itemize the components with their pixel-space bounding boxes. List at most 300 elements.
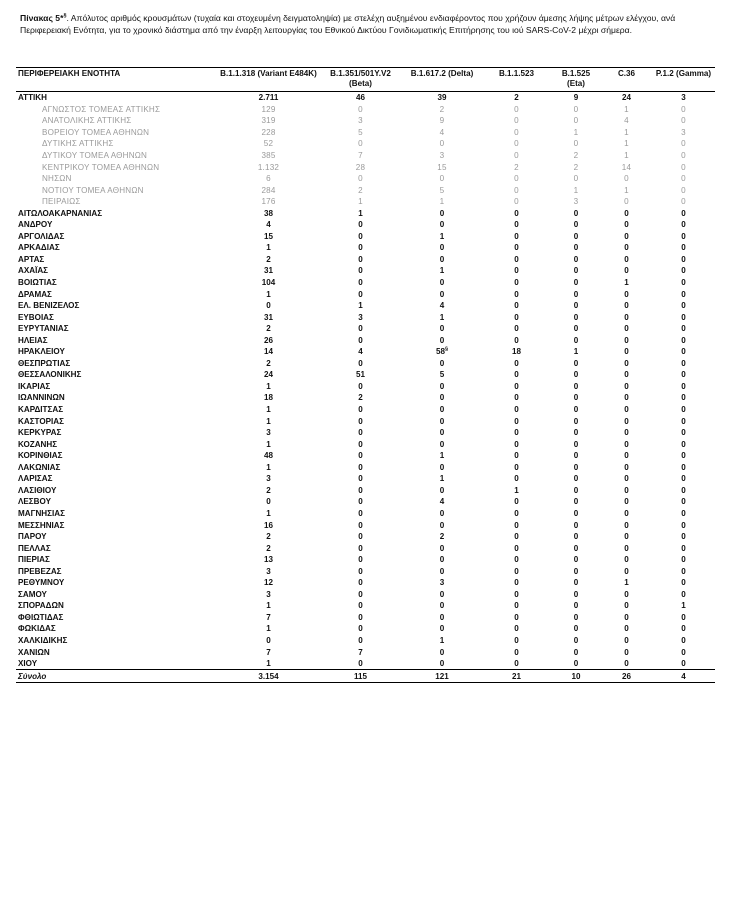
- value-text: 0: [681, 231, 686, 241]
- value-text: 2: [514, 93, 519, 103]
- value-text: 0: [439, 508, 445, 518]
- value-cell: [551, 485, 601, 497]
- region-name-cell: ΠΑΡΟΥ: [18, 532, 47, 542]
- header-row: [16, 68, 715, 92]
- value-text: 0: [573, 358, 579, 368]
- value-text: 0: [439, 601, 445, 611]
- total-value-cell: 21: [482, 670, 551, 683]
- value-text: 0: [358, 508, 363, 518]
- value-cell: [652, 161, 715, 173]
- value-text: 6: [266, 174, 271, 184]
- table-row: [16, 612, 715, 624]
- value-cell: [601, 173, 652, 185]
- value-text: 0: [681, 462, 686, 472]
- value-cell: [601, 577, 652, 589]
- value-cell: [218, 427, 319, 439]
- value-text: 0: [358, 601, 363, 611]
- value-cell: [601, 450, 652, 462]
- value-text: 0: [681, 151, 686, 160]
- value-text: 3: [573, 197, 579, 207]
- value-cell: [482, 300, 551, 312]
- value-cell: [652, 427, 715, 439]
- value-text: 9: [573, 93, 579, 103]
- value-text: 0: [681, 381, 686, 391]
- value-cell: [402, 277, 482, 289]
- value-cell: [319, 311, 402, 323]
- value-cell: [652, 173, 715, 185]
- value-text: 0: [624, 532, 629, 542]
- column-header-b16172: B.1.617.2 (Delta): [402, 68, 482, 92]
- value-cell: [652, 323, 715, 335]
- value-text: 0: [681, 624, 686, 634]
- value-cell: [319, 646, 402, 658]
- value-text: 1: [358, 197, 363, 207]
- value-text: 0: [624, 254, 629, 264]
- value-cell: [652, 288, 715, 300]
- region-name-cell: ΣΑΜΟΥ: [18, 589, 47, 599]
- value-text: 0: [681, 474, 686, 484]
- value-text: 0: [624, 358, 629, 368]
- value-text: 0: [573, 555, 579, 565]
- region-name-cell: ΕΥΒΟΙΑΣ: [18, 312, 54, 322]
- value-text: 0: [358, 174, 363, 184]
- value-cell: [652, 565, 715, 577]
- table-subrow: [16, 184, 715, 196]
- value-cell: [319, 415, 402, 427]
- value-cell: [218, 462, 319, 474]
- value-text: 0: [573, 116, 579, 126]
- value-cell: [319, 231, 402, 243]
- value-text: 9: [439, 116, 445, 126]
- value-cell: [482, 138, 551, 150]
- value-text: 0: [624, 335, 629, 345]
- value-text: 0: [573, 312, 579, 322]
- value-cell: [482, 485, 551, 497]
- value-cell: [652, 623, 715, 635]
- value-text: 2: [573, 162, 579, 172]
- value-text: 0: [681, 497, 686, 507]
- value-text: 2: [266, 254, 271, 264]
- value-text: 0: [573, 474, 579, 484]
- value-text: 0: [514, 451, 519, 461]
- value-text: 0: [514, 566, 519, 576]
- value-text: 0: [358, 474, 363, 484]
- value-cell: [551, 658, 601, 670]
- value-text: 0: [514, 358, 519, 368]
- value-cell: [601, 334, 652, 346]
- caption-text: . Απόλυτος αριθμός κρουσμάτων (τυχαία και στοχευμένη δειγματοληψία) με στελέχη αυξημένου ενδιαφέροντος που χρήζουν άμεσης λήψης μέτρων ελέγχου, ανά Περιφερειακή Ενότητα, για το χρονικό διάστημα από την έναρξη λειτουργίας του Εθνικού Δικτύου Γονιδιωματικής Επιτήρησης του ιού SARS-CoV-2 μέχρι σήμερα.: [20, 13, 676, 35]
- table-row: [16, 577, 715, 589]
- region-name-cell: ΔΥΤΙΚΟΥ ΤΟΜΕΑ ΑΘΗΝΩΝ: [42, 151, 148, 160]
- value-cell: [652, 346, 715, 358]
- value-cell: [218, 288, 319, 300]
- value-cell: [551, 207, 601, 219]
- value-cell: [218, 231, 319, 243]
- value-text: 0: [439, 208, 445, 218]
- value-cell: [402, 207, 482, 219]
- value-cell: [601, 658, 652, 670]
- value-text: 0: [573, 416, 579, 426]
- value-text: 0: [439, 416, 445, 426]
- value-text: 0: [439, 324, 445, 334]
- value-cell: [551, 300, 601, 312]
- value-cell: [482, 450, 551, 462]
- value-cell: [652, 438, 715, 450]
- value-cell: [319, 577, 402, 589]
- table-caption: [20, 12, 710, 36]
- value-cell: [482, 646, 551, 658]
- value-cell: [402, 392, 482, 404]
- value-cell: [551, 565, 601, 577]
- value-cell: [652, 138, 715, 150]
- value-cell: [652, 300, 715, 312]
- value-cell: [319, 381, 402, 393]
- value-cell: [652, 450, 715, 462]
- value-text: 0: [514, 405, 519, 415]
- value-text: 0: [573, 566, 579, 576]
- value-cell: [402, 531, 482, 543]
- value-cell: [601, 288, 652, 300]
- value-cell: [218, 565, 319, 577]
- value-cell: [319, 496, 402, 508]
- value-cell: [319, 554, 402, 566]
- value-cell: [551, 623, 601, 635]
- value-text: 0: [358, 220, 363, 230]
- value-text: 0: [358, 416, 363, 426]
- value-cell: [551, 600, 601, 612]
- value-text: 0: [573, 220, 579, 230]
- value-text: 0: [266, 497, 271, 507]
- value-text: 3: [439, 151, 445, 160]
- value-cell: [482, 415, 551, 427]
- value-text: 2: [439, 104, 445, 114]
- value-cell: [218, 531, 319, 543]
- value-cell: [319, 323, 402, 335]
- value-cell: [482, 277, 551, 289]
- value-cell: [218, 104, 319, 116]
- table-row: [16, 334, 715, 346]
- value-cell: [218, 115, 319, 127]
- value-cell: [601, 519, 652, 531]
- value-cell: [402, 358, 482, 370]
- value-cell: [319, 392, 402, 404]
- value-cell: [551, 104, 601, 116]
- table-row: [16, 242, 715, 254]
- value-text: 0: [681, 555, 686, 565]
- value-text: 2: [266, 543, 271, 553]
- value-text: 0: [573, 428, 579, 438]
- table-subrow: [16, 161, 715, 173]
- value-text: 0: [624, 208, 629, 218]
- value-cell: [218, 508, 319, 520]
- value-cell: [482, 265, 551, 277]
- value-text: 0: [358, 462, 363, 472]
- value-text: 0: [439, 439, 445, 449]
- region-name-cell: ΗΡΑΚΛΕΙΟΥ: [18, 347, 65, 357]
- value-text: 0: [624, 428, 629, 438]
- value-cell: [319, 542, 402, 554]
- value-text: 0: [624, 508, 629, 518]
- value-cell: [402, 196, 482, 208]
- value-cell: [601, 415, 652, 427]
- value-text: 1: [439, 197, 445, 207]
- value-text: 0: [514, 520, 519, 530]
- value-text: 15: [437, 162, 447, 172]
- region-name-cell: ΔΥΤΙΚΗΣ ΑΤΤΙΚΗΣ: [42, 139, 114, 149]
- value-cell: [218, 589, 319, 601]
- value-cell: [218, 311, 319, 323]
- value-cell: [482, 369, 551, 381]
- value-cell: [601, 184, 652, 196]
- value-text: 2: [358, 393, 363, 403]
- table-row: [16, 635, 715, 647]
- value-cell: [482, 508, 551, 520]
- value-text: 2.711: [258, 93, 279, 103]
- value-cell: [218, 254, 319, 266]
- value-cell: [601, 404, 652, 416]
- region-name-cell: ΠΕΙΡΑΙΩΣ: [42, 197, 81, 207]
- value-text: 0: [624, 231, 629, 241]
- value-text: 1: [266, 405, 271, 415]
- value-text: 1: [439, 451, 445, 461]
- value-text: 0: [573, 335, 579, 345]
- value-text: 0: [514, 151, 519, 160]
- value-cell: [551, 184, 601, 196]
- value-cell: [402, 381, 482, 393]
- value-text: 13: [263, 555, 273, 565]
- value-text: 4: [439, 127, 445, 137]
- value-text: 0: [573, 324, 579, 334]
- value-text: 0: [439, 589, 445, 599]
- value-cell: [218, 635, 319, 647]
- value-text: 0: [681, 116, 686, 126]
- value-text: 0: [514, 381, 519, 391]
- value-cell: [601, 207, 652, 219]
- table-row: [16, 404, 715, 416]
- value-cell: [652, 496, 715, 508]
- value-cell: [402, 288, 482, 300]
- value-cell: [601, 462, 652, 474]
- value-cell: [402, 565, 482, 577]
- value-cell: [402, 473, 482, 485]
- value-text: 0: [358, 358, 363, 368]
- value-cell: [482, 127, 551, 139]
- value-cell: [652, 254, 715, 266]
- value-cell: [482, 161, 551, 173]
- value-cell: [601, 600, 652, 612]
- value-text: 0: [573, 520, 579, 530]
- value-text: 1: [266, 624, 271, 634]
- value-cell: [218, 646, 319, 658]
- region-name-cell: ΣΠΟΡΑΔΩΝ: [18, 601, 64, 611]
- value-cell: [402, 219, 482, 231]
- region-name-cell: ΚΑΡΔΙΤΣΑΣ: [18, 405, 64, 415]
- value-text: 0: [624, 381, 629, 391]
- value-text: 0: [514, 624, 519, 634]
- value-cell: [402, 104, 482, 116]
- value-text: 0: [573, 289, 579, 299]
- table-row: [16, 508, 715, 520]
- table-row: [16, 346, 715, 358]
- value-text: 0: [439, 428, 445, 438]
- value-cell: [601, 150, 652, 162]
- value-text: 0: [266, 301, 271, 311]
- value-text: 2: [439, 532, 445, 542]
- table-row: [16, 496, 715, 508]
- value-text: 0: [514, 578, 519, 588]
- value-text: 0: [624, 370, 629, 380]
- value-cell: [218, 415, 319, 427]
- value-cell: [551, 150, 601, 162]
- value-text: 0: [514, 474, 519, 484]
- value-cell: [601, 277, 652, 289]
- value-text: 0: [681, 416, 686, 426]
- value-text: 0: [681, 278, 686, 288]
- value-cell: [551, 277, 601, 289]
- value-text: 0: [624, 312, 629, 322]
- value-cell: [482, 381, 551, 393]
- value-text: 0: [624, 347, 629, 357]
- value-cell: [319, 173, 402, 185]
- value-cell: [218, 127, 319, 139]
- value-cell: [601, 427, 652, 439]
- value-cell: [402, 438, 482, 450]
- value-text: 0: [514, 127, 519, 137]
- value-cell: [601, 92, 652, 104]
- value-text: 0: [514, 335, 519, 345]
- value-text: 0: [514, 635, 519, 645]
- value-text: 0: [573, 485, 579, 495]
- value-text: 0: [358, 243, 363, 253]
- value-text: 0: [681, 335, 686, 345]
- table-row: [16, 277, 715, 289]
- value-text: 0: [681, 589, 686, 599]
- value-cell: [402, 496, 482, 508]
- region-name-cell: ΘΕΣΠΡΩΤΙΑΣ: [18, 358, 71, 368]
- table-subrow: [16, 138, 715, 150]
- value-text: 0: [439, 220, 445, 230]
- value-cell: [218, 323, 319, 335]
- value-cell: [402, 646, 482, 658]
- value-text: 0: [681, 358, 686, 368]
- value-cell: [402, 427, 482, 439]
- value-text: 0: [624, 566, 629, 576]
- value-cell: [601, 381, 652, 393]
- value-text: 0: [681, 347, 686, 357]
- value-text: 3: [358, 116, 363, 126]
- value-cell: [402, 184, 482, 196]
- value-cell: [551, 369, 601, 381]
- value-text: 0: [681, 289, 686, 299]
- value-cell: [218, 334, 319, 346]
- value-cell: [551, 542, 601, 554]
- value-text: 0: [681, 220, 686, 230]
- value-cell: [218, 346, 319, 358]
- value-text: 0: [681, 612, 686, 622]
- value-text: 0: [573, 301, 579, 311]
- value-cell: [482, 334, 551, 346]
- value-text: 4: [439, 301, 445, 311]
- value-cell: [218, 600, 319, 612]
- value-text: 0: [514, 532, 519, 542]
- value-cell: [402, 600, 482, 612]
- value-cell: [319, 612, 402, 624]
- value-text: 0: [624, 497, 629, 507]
- value-cell: [601, 496, 652, 508]
- table-row: [16, 554, 715, 566]
- value-text: 4: [358, 347, 363, 357]
- value-cell: [319, 473, 402, 485]
- value-cell: [319, 485, 402, 497]
- region-name-cell: ΠΡΕΒΕΖΑΣ: [18, 566, 62, 576]
- region-name-cell: ΚΟΖΑΝΗΣ: [18, 439, 58, 449]
- table-row: [16, 565, 715, 577]
- value-cell: [551, 473, 601, 485]
- value-text: 1: [439, 474, 445, 484]
- table-subrow: [16, 150, 715, 162]
- value-text: 58: [435, 347, 445, 357]
- value-cell: [482, 577, 551, 589]
- value-text: 3: [681, 127, 686, 137]
- value-text: 0: [514, 370, 519, 380]
- value-cell: [551, 496, 601, 508]
- value-text: 0: [624, 589, 629, 599]
- value-text: 0: [573, 254, 579, 264]
- total-value-cell: 26: [601, 670, 652, 683]
- region-name-cell: ΦΩΚΙΔΑΣ: [18, 624, 56, 634]
- value-text: 0: [624, 197, 629, 207]
- column-header-b11523: B.1.1.523: [482, 68, 551, 92]
- value-cell: [601, 612, 652, 624]
- value-text: 0: [624, 243, 629, 253]
- value-cell: [218, 496, 319, 508]
- value-text: 5: [358, 127, 363, 137]
- value-cell: [652, 104, 715, 116]
- total-label-cell: Σύνολο: [16, 670, 218, 683]
- value-cell: [652, 519, 715, 531]
- value-cell: [551, 92, 601, 104]
- value-text: 12: [263, 578, 273, 588]
- value-cell: [402, 404, 482, 416]
- value-cell: [319, 358, 402, 370]
- value-text: 0: [358, 520, 363, 530]
- value-cell: [482, 473, 551, 485]
- value-cell: [482, 231, 551, 243]
- value-cell: [319, 265, 402, 277]
- value-text: 1: [573, 347, 579, 357]
- value-cell: [601, 508, 652, 520]
- value-cell: [482, 589, 551, 601]
- value-text: 0: [514, 231, 519, 241]
- value-cell: [482, 219, 551, 231]
- value-text: 0: [573, 208, 579, 218]
- value-text: 104: [261, 278, 276, 288]
- value-text: 0: [358, 532, 363, 542]
- value-text: 0: [514, 508, 519, 518]
- value-text: 5: [439, 185, 445, 195]
- value-cell: [218, 438, 319, 450]
- value-cell: [601, 485, 652, 497]
- total-row: [16, 670, 715, 683]
- value-cell: [551, 450, 601, 462]
- value-cell: [482, 254, 551, 266]
- value-cell: [601, 346, 652, 358]
- value-text: 0: [514, 208, 519, 218]
- value-cell: [551, 138, 601, 150]
- value-cell: [402, 334, 482, 346]
- value-cell: [551, 404, 601, 416]
- value-text: 2: [266, 324, 271, 334]
